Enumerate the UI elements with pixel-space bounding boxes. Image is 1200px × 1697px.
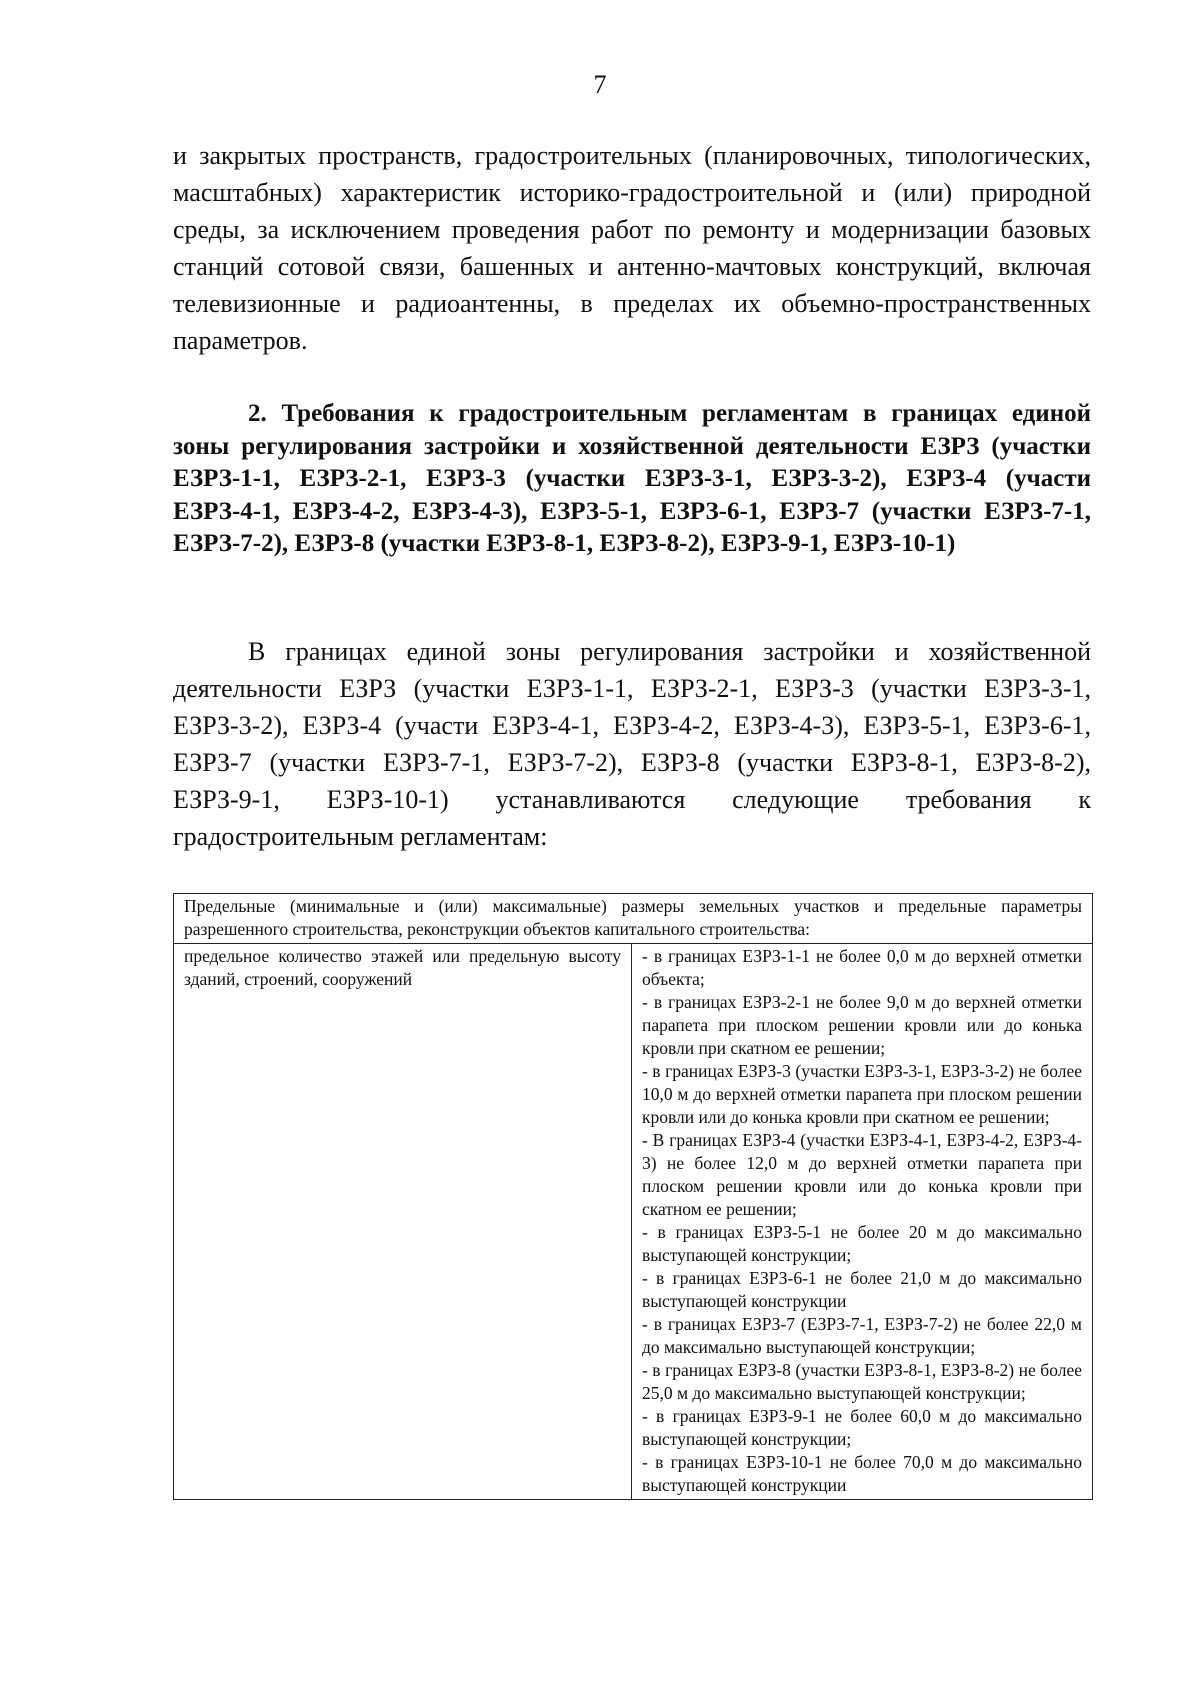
parameter-values-cell xyxy=(631,944,1092,1500)
continued-paragraph: и закрытых пространств, градостроительных (планировочных, типологических, масштабных) характеристик историко-градостроительной и (или) природной среды, за исключением проведения работ по ремонту и модернизации базовых станций сотовой связи, башенных и антенно-мачтовых конструкций, включая телевизионные и радиоантенны, в пределах их объемно-пространственных параметров. xyxy=(173,141,1091,355)
value-line: - в границах ЕЗРЗ-5-1 не более 20 м до максимально выступающей конструкции; xyxy=(641,1222,1082,1265)
value-line: - в границах ЕЗРЗ-10-1 не более 70,0 м до максимально выступающей конструкции xyxy=(641,1452,1082,1495)
value-line: - в границах ЕЗРЗ-1-1 не более 0,0 м до верхней отметки объекта; xyxy=(641,946,1082,989)
page-number: 7 xyxy=(593,70,607,99)
table-row xyxy=(174,944,1093,1500)
section-heading: 2. Требования к градостроительным регламентам в границах единой зоны регулирования застройки и хозяйственной деятельности ЕЗРЗ (участки ЕЗРЗ-1-1, ЕЗРЗ-2-1, ЕЗРЗ-3 (участки ЕЗРЗ-3-1, ЕЗРЗ-3-2), ЕЗРЗ-4 (участи ЕЗРЗ-4-1, ЕЗРЗ-4-2, ЕЗРЗ-4-3), ЕЗРЗ-5-1, ЕЗРЗ-6-1, ЕЗРЗ-7 (участки ЕЗРЗ-7-1, ЕЗРЗ-7-2), ЕЗРЗ-8 (участки ЕЗРЗ-8-1, ЕЗРЗ-8-2), ЕЗРЗ-9-1, ЕЗРЗ-10-1) xyxy=(173,400,1091,557)
value-line: - в границах ЕЗРЗ-7 (ЕЗРЗ-7-1, ЕЗРЗ-7-2) не более 22,0 м до максимально выступающей конструкции; xyxy=(641,1314,1082,1357)
intro-paragraph: В границах единой зоны регулирования застройки и хозяйственной деятельности ЕЗРЗ (участки ЕЗРЗ-1-1, ЕЗРЗ-2-1, ЕЗРЗ-3 (участки ЕЗРЗ-3-1, ЕЗРЗ-3-2), ЕЗРЗ-4 (участи ЕЗРЗ-4-1, ЕЗРЗ-4-2, ЕЗРЗ-4-3), ЕЗРЗ-5-1, ЕЗРЗ-6-1, ЕЗРЗ-7 (участки ЕЗРЗ-7-1, ЕЗРЗ-7-2), ЕЗРЗ-8 (участки ЕЗРЗ-8-1, ЕЗРЗ-8-2), ЕЗРЗ-9-1, ЕЗРЗ-10-1) устанавливаются следующие требования к градостроительным регламентам: xyxy=(173,637,1091,851)
value-line: - в границах ЕЗРЗ-9-1 не более 60,0 м до максимально выступающей конструкции; xyxy=(641,1406,1082,1449)
table-header-row xyxy=(174,894,1093,944)
value-line: - в границах ЕЗРЗ-2-1 не более 9,0 м до верхней отметки парапета при плоском решении кровли или до конька кровли при скатном ее решении; xyxy=(641,992,1082,1058)
value-line: - В границах ЕЗРЗ-4 (участки ЕЗРЗ-4-1, ЕЗРЗ-4-2, ЕЗРЗ-4-3) не более 12,0 м до верхней отметки парапета при плоском решении кровли или до конька кровли при скатном ее решении; xyxy=(641,1130,1082,1219)
value-line: - в границах ЕЗРЗ-3 (участки ЕЗРЗ-3-1, ЕЗРЗ-3-2) не более 10,0 м до верхней отметки парапета при плоском решении кровли или до конька кровли при скатном ее решении; xyxy=(641,1061,1082,1127)
table-header-cell: Предельные (минимальные и (или) максимальные) размеры земельных участков и предельные параметры разрешенного строительства, реконструкции объектов капитального строительства: xyxy=(174,894,1093,944)
parameter-name-cell: предельное количество этажей или предельную высоту зданий, строений, сооружений xyxy=(174,944,632,1500)
value-line: - в границах ЕЗРЗ-8 (участки ЕЗРЗ-8-1, ЕЗРЗ-8-2) не более 25,0 м до максимально выступающей конструкции; xyxy=(641,1360,1082,1403)
value-line: - в границах ЕЗРЗ-6-1 не более 21,0 м до максимально выступающей конструкции xyxy=(641,1268,1082,1311)
regulations-table xyxy=(173,893,1093,1500)
